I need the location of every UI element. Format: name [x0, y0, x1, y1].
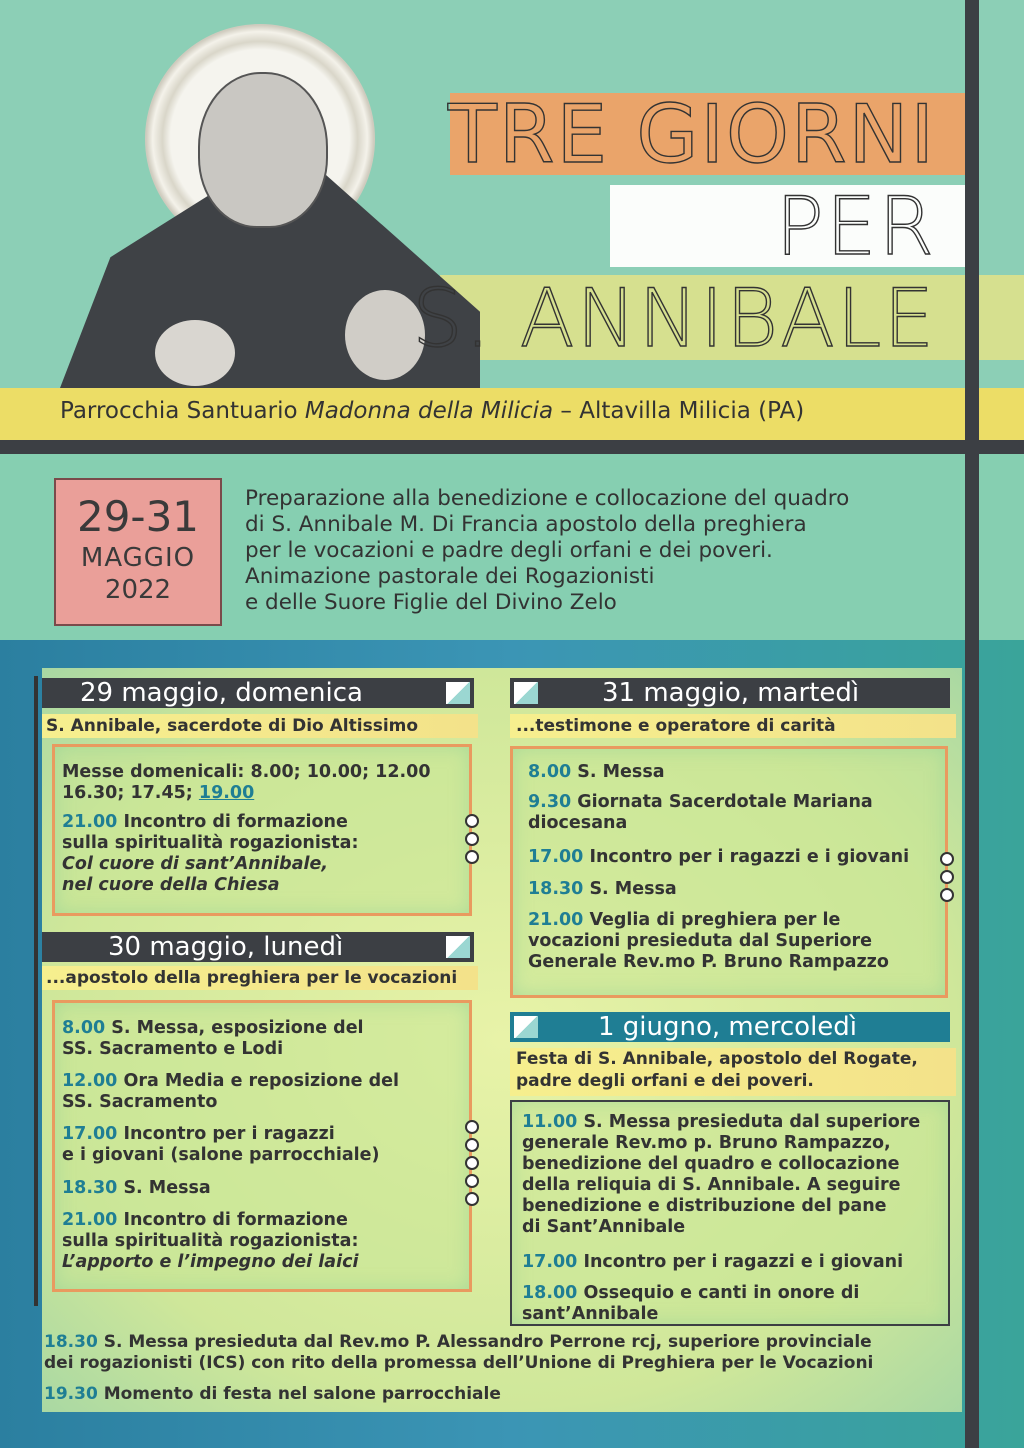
day-30-entry-3: [62, 1124, 380, 1166]
entry-line: Veglia di preghiera per le: [583, 910, 841, 930]
day-30-subtitle: ...apostolo della preghiera per le vocazioni: [42, 966, 478, 990]
entry-line: benedizione del quadro e collocazione: [522, 1154, 900, 1174]
entry-time: 17.00: [62, 1124, 118, 1144]
entry-line: vocazioni presieduta dal Superiore: [528, 931, 872, 951]
entry-line: SS. Sacramento: [62, 1092, 218, 1112]
entry-line: sulla spiritualità rogazionista:: [62, 833, 359, 853]
entry-line: S. Messa presieduta dal superiore: [577, 1112, 921, 1132]
entry-line: Incontro per i ragazzi: [117, 1124, 335, 1144]
day-30-entry-1: [62, 1018, 364, 1060]
day-31-subtitle: ...testimone e operatore di carità: [510, 714, 956, 738]
corner-icon: [446, 682, 470, 704]
left-rule: [34, 676, 38, 1306]
entry-time: 18.30: [44, 1332, 98, 1352]
entry-line: Incontro per i ragazzi e i giovani: [577, 1252, 904, 1272]
subtitle-italic: Madonna della Milicia: [304, 398, 554, 424]
entry-line: S. Messa: [571, 762, 665, 782]
entry-time: 19.30: [44, 1384, 98, 1404]
day-31-heading: [510, 678, 950, 708]
entry-time: 8.00: [62, 1018, 106, 1038]
entry-line: benedizione e distribuzione del pane: [522, 1196, 887, 1216]
entry-line: generale Rev.mo p. Bruno Rampazzo,: [522, 1133, 891, 1153]
entry-line: Messe domenicali: 8.00; 10.00; 12.00: [62, 762, 431, 782]
corner-icon: [514, 1016, 538, 1038]
portrait-child-left: [155, 320, 235, 386]
vertical-bar: [965, 0, 979, 1448]
subtitle-line: padre degli orfani e dei poveri.: [516, 1071, 814, 1091]
day-31-entry-3: [528, 847, 909, 868]
day-31-entry-1: [528, 762, 665, 783]
entry-line: 16.30; 17.45;: [62, 783, 199, 803]
intro-line: per le vocazioni e padre degli orfani e dei poveri.: [245, 538, 773, 563]
entry-line: Generale Rev.mo P. Bruno Rampazzo: [528, 952, 889, 972]
day-30-entry-2: [62, 1071, 399, 1113]
entry-line: sulla spiritualità rogazionista:: [62, 1231, 359, 1251]
corner-icon: [446, 936, 470, 958]
entry-line: e i giovani (salone parrocchiale): [62, 1145, 380, 1165]
entry-time: 18.30: [528, 879, 584, 899]
day-1-entry-3: [522, 1283, 859, 1325]
day-1-entry-1: [522, 1112, 920, 1238]
entry-time: 11.00: [522, 1112, 578, 1132]
intro-line: e delle Suore Figlie del Divino Zelo: [245, 590, 617, 615]
corner-icon: [514, 682, 538, 704]
day-29-heading-text: 29 maggio, domenica: [80, 678, 363, 708]
day-29-entry-2: [62, 812, 358, 896]
day-31-entry-2: [528, 792, 873, 834]
title-line-3: S. ANNIBALE: [412, 272, 936, 365]
entry-line: S. Messa presieduta dal Rev.mo P. Alessandro Perrone rcj, superiore provinciale: [97, 1332, 872, 1352]
entry-line: S. Messa: [117, 1178, 211, 1198]
day-29-subtitle: S. Annibale, sacerdote di Dio Altissimo: [42, 714, 478, 738]
entry-time: 12.00: [62, 1071, 118, 1091]
entry-line: Ossequio e canti in onore di: [577, 1283, 860, 1303]
entry-line: SS. Sacramento e Lodi: [62, 1039, 284, 1059]
mass-time-link[interactable]: 19.00: [198, 783, 255, 803]
entry-time: 21.00: [62, 1210, 118, 1230]
entry-line: Ora Media e reposizione del: [117, 1071, 400, 1091]
day-29-heading: [42, 678, 474, 708]
day-30-heading-text: 30 maggio, lunedì: [108, 932, 344, 962]
intro-text: [245, 486, 955, 616]
entry-line: Giornata Sacerdotale Mariana: [571, 792, 873, 812]
entry-line: S. Messa: [583, 879, 677, 899]
entry-time: 21.00: [528, 910, 584, 930]
divider-bar: [0, 440, 1024, 454]
entry-line: di Sant’Annibale: [522, 1217, 686, 1237]
entry-time: 17.00: [522, 1252, 578, 1272]
entry-line: S. Messa, esposizione del: [105, 1018, 364, 1038]
entry-line: dei rogazionisti (ICS) con rito della promessa dell’Unione di Preghiera per le Vocazioni: [44, 1353, 874, 1373]
day-31-heading-text: 31 maggio, martedì: [602, 678, 860, 708]
date-days: 29-31: [76, 492, 200, 541]
entry-time: 18.30: [62, 1178, 118, 1198]
title-line-1: TRE GIORNI: [447, 88, 936, 181]
day-30-entry-4: [62, 1178, 211, 1199]
dots-icon: [940, 852, 952, 906]
subtitle-line: Festa di S. Annibale, apostolo del Rogate,: [516, 1049, 918, 1069]
day-1-entry-2: [522, 1252, 903, 1273]
entry-time: 9.30: [528, 792, 572, 812]
entry-line: sant’Annibale: [522, 1304, 659, 1324]
intro-line: Preparazione alla benedizione e collocazione del quadro: [245, 486, 850, 511]
day-29-entry-1: [62, 762, 431, 804]
date-box: [54, 478, 222, 626]
subtitle-pre: Parrocchia Santuario: [60, 398, 305, 424]
dots-icon: [465, 814, 477, 868]
day-31-entry-4: [528, 879, 677, 900]
dots-icon: [465, 1120, 477, 1210]
entry-line: nel cuore della Chiesa: [62, 875, 280, 895]
day-30-entry-5: [62, 1210, 358, 1273]
date-year: 2022: [104, 575, 172, 605]
parish-subtitle: [60, 398, 804, 424]
entry-line: L’apporto e l’impegno dei laici: [62, 1252, 359, 1272]
intro-line: Animazione pastorale dei Rogazionisti: [245, 564, 655, 589]
subtitle-post: – Altavilla Milicia (PA): [553, 398, 805, 424]
day-1-entry-5: [44, 1384, 501, 1405]
date-month: MAGGIO: [80, 543, 196, 573]
entry-line: Col cuore di sant’Annibale,: [62, 854, 329, 874]
entry-line: Incontro di formazione: [117, 812, 348, 832]
day-1-subtitle: [510, 1048, 956, 1096]
day-31-entry-5: [528, 910, 889, 973]
entry-time: 18.00: [522, 1283, 578, 1303]
intro-line: di S. Annibale M. Di Francia apostolo della preghiera: [245, 512, 807, 537]
entry-time: 21.00: [62, 812, 118, 832]
day-30-heading: [42, 932, 474, 962]
entry-line: Incontro di formazione: [117, 1210, 348, 1230]
entry-line: della reliquia di S. Annibale. A seguire: [522, 1175, 901, 1195]
day-1-entry-4: [44, 1332, 873, 1374]
entry-line: Momento di festa nel salone parrocchiale: [97, 1384, 501, 1404]
entry-line: diocesana: [528, 813, 628, 833]
day-1-heading-text: 1 giugno, mercoledì: [598, 1012, 858, 1042]
entry-time: 17.00: [528, 847, 584, 867]
portrait-face: [198, 72, 328, 228]
entry-line: Incontro per i ragazzi e i giovani: [583, 847, 910, 867]
title-line-2: PER: [775, 180, 936, 273]
day-1-heading: [510, 1012, 950, 1042]
entry-time: 8.00: [528, 762, 572, 782]
